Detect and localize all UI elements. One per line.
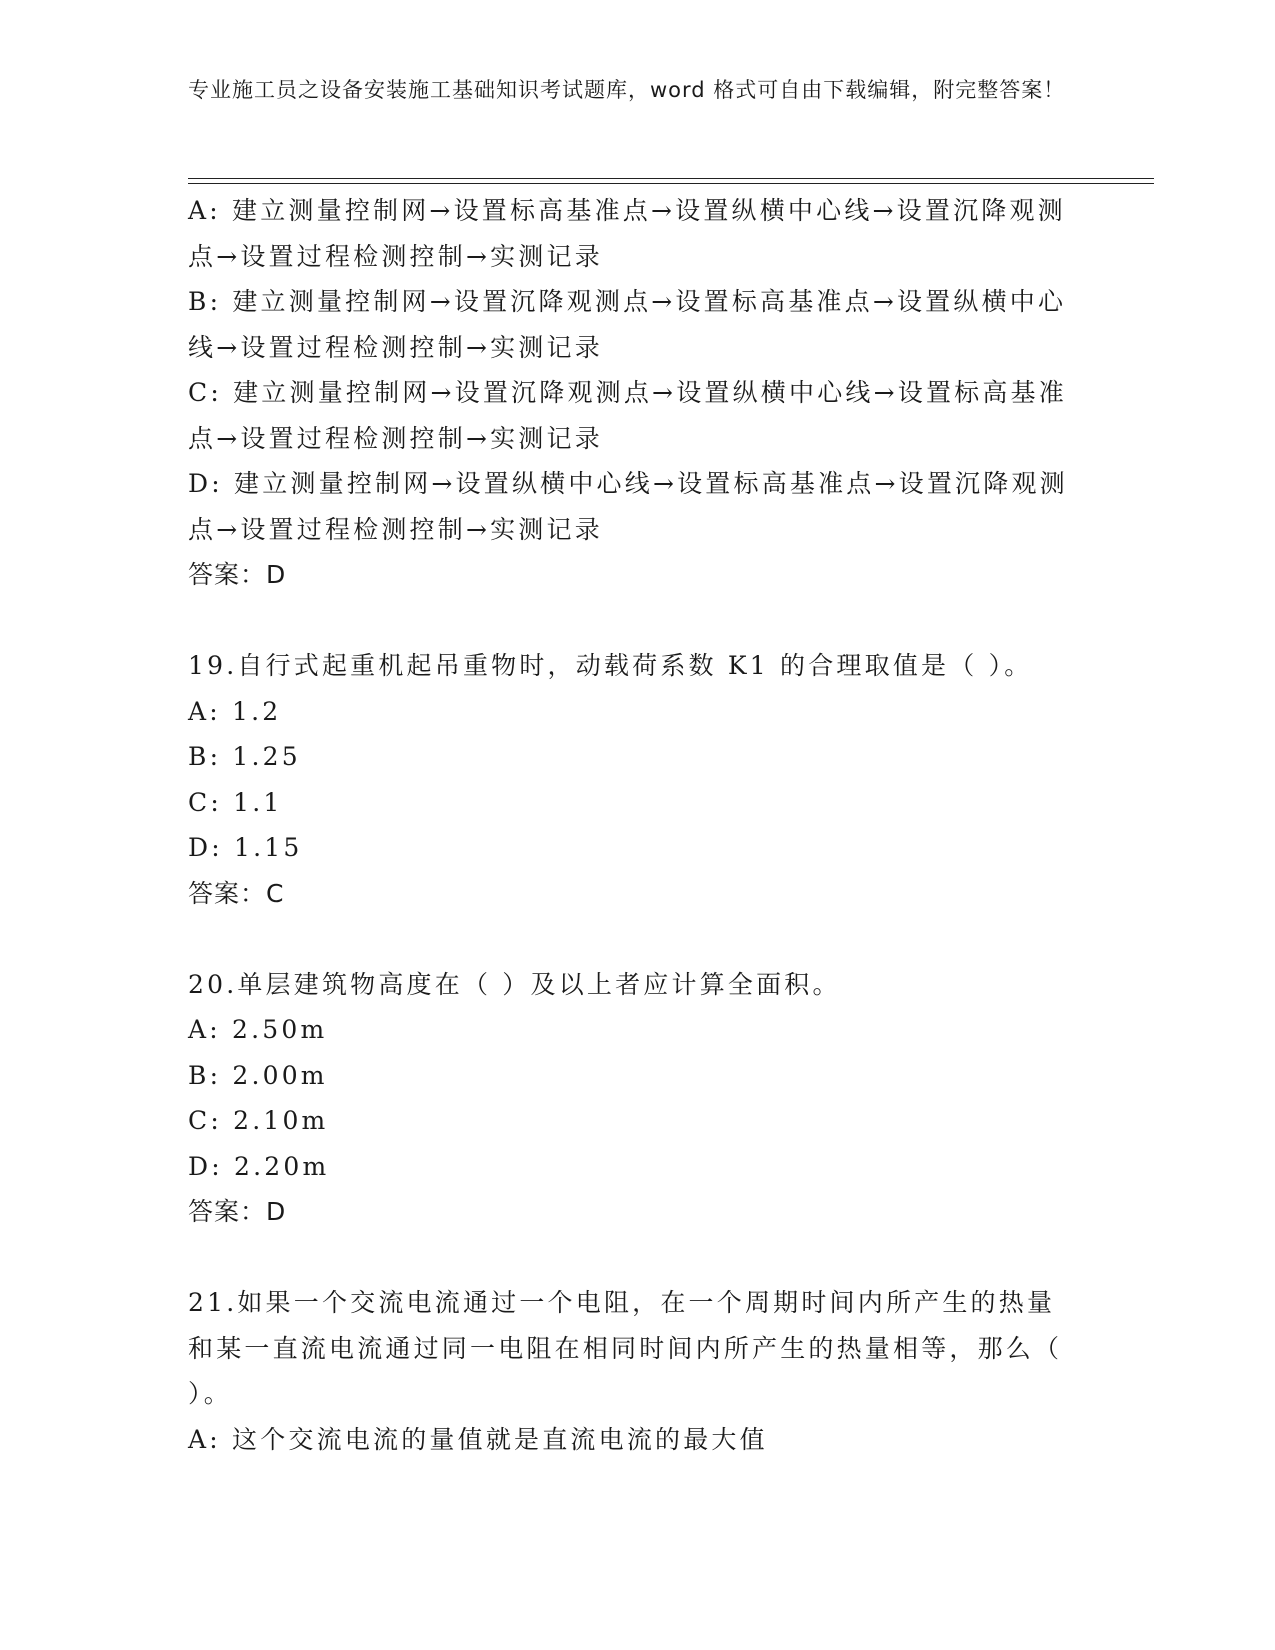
- q18-option-b: B: 建立测量控制网→设置沉降观测点→设置标高基准点→设置纵横中心线→设置过程检测控制→实测记录: [188, 287, 1067, 362]
- q21-option-a: A: 这个交流电流的量值就是直流电流的最大值: [188, 1424, 768, 1454]
- q19-option-b: B: 1.25: [188, 742, 301, 771]
- q18-option-c: C: 建立测量控制网→设置沉降观测点→设置纵横中心线→设置标高基准点→设置过程检测控制→实测记录: [188, 378, 1067, 453]
- q20-answer: 答案：D: [188, 1197, 287, 1226]
- q19-option-d: D: 1.15: [188, 833, 303, 862]
- q18-option-a: A: 建立测量控制网→设置标高基准点→设置纵横中心线→设置沉降观测点→设置过程检测控制→实测记录: [188, 196, 1066, 271]
- q18-answer: 答案：D: [188, 560, 287, 589]
- q20-option-b: B: 2.00m: [188, 1060, 328, 1090]
- spacer: [188, 916, 1068, 962]
- document-header: 专业施工员之设备安装施工基础知识考试题库，word 格式可自由下载编辑，附完整答案！: [188, 78, 1066, 102]
- q19-option-a: A: 1.2: [188, 696, 282, 726]
- question-20: [188, 962, 1068, 1235]
- spacer: [188, 1235, 1068, 1281]
- spacer: [188, 598, 1068, 644]
- question-21: [188, 1280, 1068, 1462]
- q20-option-c: C: 2.10m: [188, 1106, 329, 1135]
- question-18: [188, 188, 1068, 598]
- q19-answer: 答案：C: [188, 878, 285, 908]
- question-content: [188, 188, 1068, 1462]
- q20-option-d: D: 2.20m: [188, 1151, 330, 1181]
- q20-option-a: A: 2.50m: [188, 1015, 328, 1044]
- q21-stem: 21.如果一个交流电流通过一个电阻，在一个周期时间内所产生的热量和某一直流电流通过同一电阻在相同时间内所产生的热量相等，那么（ ）。: [188, 1288, 1063, 1408]
- header-rule-top: [188, 178, 1154, 179]
- q19-stem: 19.自行式起重机起吊重物时，动载荷系数 K1 的合理取值是（ ）。: [188, 651, 1033, 680]
- q20-stem: 20.单层建筑物高度在（ ）及以上者应计算全面积。: [188, 969, 841, 999]
- q19-option-c: C: 1.1: [188, 787, 283, 817]
- header-rule-bottom: [188, 183, 1154, 184]
- q18-option-d: D: 建立测量控制网→设置纵横中心线→设置标高基准点→设置沉降观测点→设置过程检测控制→实测记录: [188, 469, 1068, 544]
- question-19: [188, 643, 1068, 916]
